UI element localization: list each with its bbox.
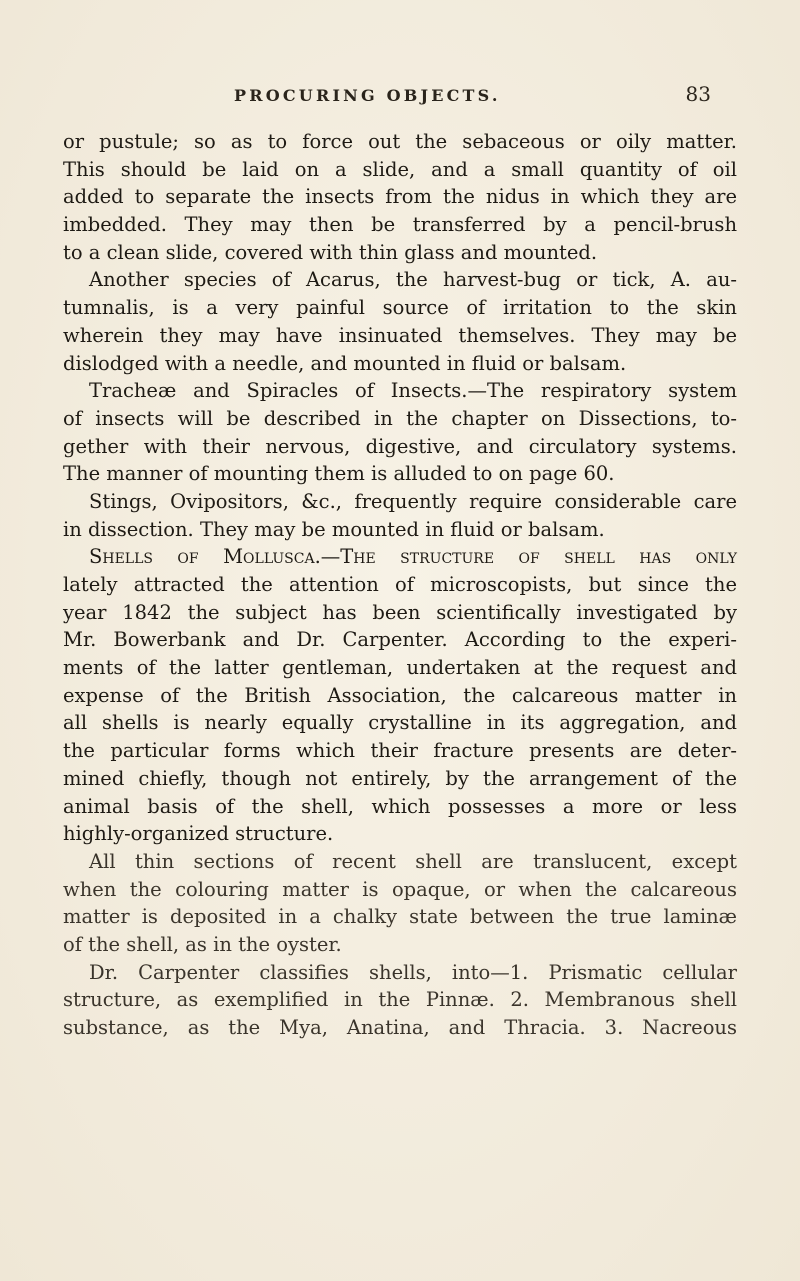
paragraph-start: Dr. Carpenter classifies shells, into—1. Prismatic cellular	[89, 960, 737, 984]
section-heading-tracheae: Tracheæ and Spiracles of Insects.—The respiratory system	[89, 379, 737, 403]
text-line: Mr. Bowerbank and Dr. Carpenter. According to the experi-	[63, 628, 737, 652]
running-head	[0, 82, 800, 112]
text-line: mined chiefly, though not entirely, by the arrangement of the	[63, 766, 737, 790]
text-line: substance, as the Mya, Anatina, and Thracia. 3. Nacreous	[63, 1016, 737, 1039]
text-line: to a clean slide, covered with thin glass and mounted.	[63, 240, 598, 264]
text-line: the particular forms which their fracture presents are deter-	[63, 739, 737, 763]
text-line: or pustule; so as to force out the sebaceous or oily matter.	[63, 130, 737, 153]
paragraph-start: All thin sections of recent shell are translucent, except	[89, 849, 737, 873]
paragraph-start: Another species of Acarus, the harvest-bug or tick, A. au-	[89, 268, 737, 292]
text-line: imbedded. They may then be transferred by a pencil-brush	[63, 213, 737, 237]
text-line: This should be laid on a slide, and a small quantity of oil	[63, 157, 737, 181]
text-line: animal basis of the shell, which possesses a more or less	[63, 794, 737, 818]
text-line: wherein they may have insinuated themselves. They may be	[63, 323, 737, 347]
text-line: added to separate the insects from the nidus in which they are	[63, 185, 737, 209]
section-heading-shells: Shells of Mollusca.—The structure of shell has only	[89, 545, 737, 569]
text-line: of insects will be described in the chapter on Dissections, to-	[63, 406, 737, 430]
text-line: lately attracted the attention of microscopists, but since the	[63, 573, 737, 596]
text-line: when the colouring matter is opaque, or when the calcareous	[63, 877, 737, 901]
text-line: in dissection. They may be mounted in fluid or balsam.	[63, 517, 605, 541]
text-line: of the shell, as in the oyster.	[63, 932, 342, 956]
text-line: matter is deposited in a chalky state between the true laminæ	[63, 905, 737, 929]
text-line: expense of the British Association, the calcareous matter in	[63, 683, 737, 707]
text-line: The manner of mounting them is alluded to on page 60.	[63, 462, 615, 486]
body-text	[63, 128, 737, 1042]
text-line: all shells is nearly equally crystalline in its aggregation, and	[63, 711, 737, 735]
text-line: year 1842 the subject has been scientifically investigated by	[63, 600, 737, 624]
running-title: PROCURING OBJECTS.	[234, 86, 501, 105]
text-line: tumnalis, is a very painful source of irritation to the skin	[63, 296, 737, 320]
text-line: dislodged with a needle, and mounted in fluid or balsam.	[63, 351, 627, 375]
page-number: 83	[685, 82, 711, 106]
section-heading-stings: Stings, Ovipositors, &c., frequently require considerable care	[89, 489, 737, 513]
text-line: structure, as exemplified in the Pinnæ. 2. Membranous shell	[63, 988, 737, 1012]
text-line: gether with their nervous, digestive, and circulatory systems.	[63, 434, 737, 458]
text-line: ments of the latter gentleman, undertaken at the request and	[63, 656, 737, 680]
text-line: highly-organized structure.	[63, 822, 334, 846]
